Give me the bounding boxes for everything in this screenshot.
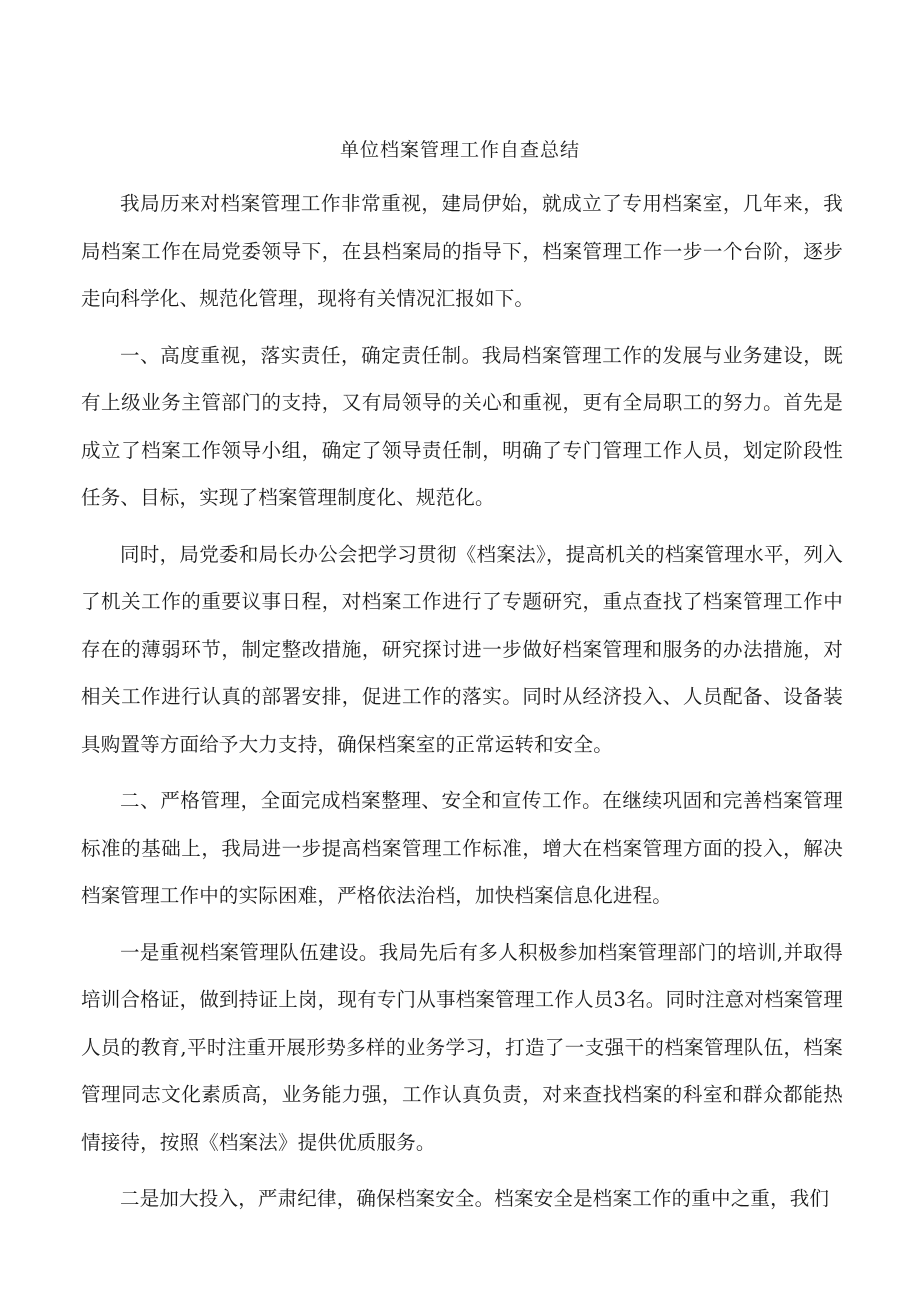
paragraph-section-2-item-2: 二是加大投入，严肃纪律，确保档案安全。档案安全是档案工作的重中之重，我们: [120, 1187, 830, 1210]
document-title: 单位档案管理工作自查总结: [339, 139, 580, 161]
paragraph-section-2: 二、严格管理，全面完成档案整理、安全和宣传工作。在继续巩固和完善档案管理标准的基础上，我局进一步提高档案管理工作标准，增大在档案管理方面的投入，解决档案管理工作中的实际困难，严格依法治档，加快档案信息化进程。: [81, 789, 843, 907]
paragraph-section-1: 一、高度重视，落实责任，确定责任制。我局档案管理工作的发展与业务建设，既有上级业务主管部门的支持，又有局领导的关心和重视，更有全局职工的努力。首先是成立了档案工作领导小组，确定了领导责任制，明确了专门管理工作人员，划定阶段性任务、目标，实现了档案管理制度化、规范化。: [81, 343, 843, 509]
document-body: [81, 180, 843, 1232]
paragraph-section-2-item-1: 一是重视档案管理队伍建设。我局先后有多人积极参加档案管理部门的培训,并取得培训合格证，做到持证上岗，现有专门从事档案管理工作人员3名。同时注意对档案管理人员的教育,平时注重开展形势多样的业务学习，打造了一支强干的档案管理队伍，档案管理同志文化素质高，业务能力强，工作认真负责，对来查找档案的科室和群众都能热情接待，按照《档案法》提供优质服务。: [81, 940, 843, 1154]
paragraph-section-1-detail: 同时，局党委和局长办公会把学习贯彻《档案法》，提高机关的档案管理水平，列入了机关工作的重要议事日程，对档案工作进行了专题研究，重点查找了档案管理工作中存在的薄弱环节，制定整改措施，研究探讨进一步做好档案管理和服务的办法措施，对相关工作进行认真的部署安排，促进工作的落实。同时从经济投入、人员配备、设备装具购置等方面给予大力支持，确保档案室的正常运转和安全。: [81, 542, 843, 756]
paragraph-intro: 我局历来对档案管理工作非常重视，建局伊始，就成立了专用档案室，几年来，我局档案工作在局党委领导下，在县档案局的指导下，档案管理工作一步一个台阶，逐步走向科学化、规范化管理，现将有关情况汇报如下。: [81, 192, 843, 310]
